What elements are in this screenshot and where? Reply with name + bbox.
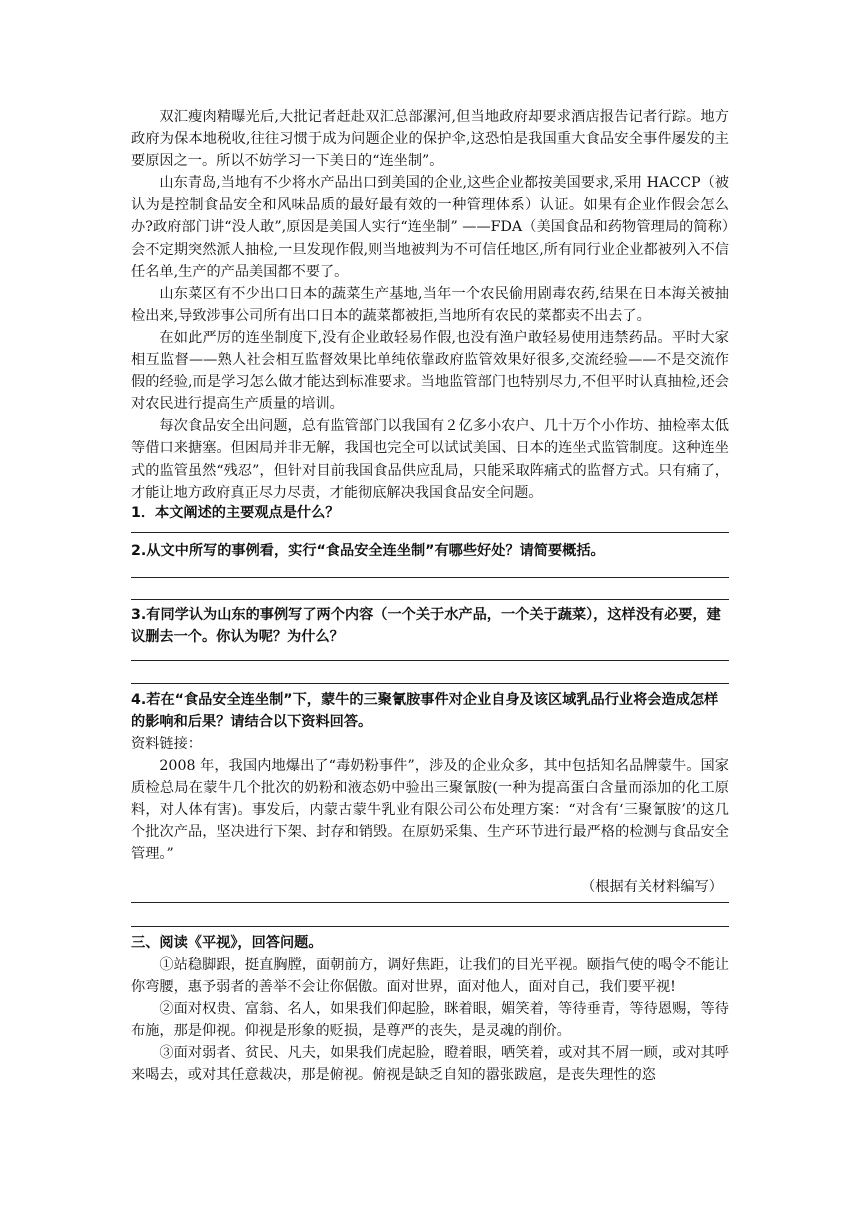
question-4	[131, 689, 729, 898]
passage-paragraph-1: 双汇瘦肉精曝光后,大批记者赶赴双汇总部漯河,但当地政府却要求酒店报告记者行踪。地方政府为保本地税收,往往习惯于成为问题企业的保护伞,这恐怕是我国重大食品安全事件屡发的主要原因之一。所以不妨学习一下美日的“连坐制”。	[131, 109, 729, 170]
section-3	[131, 932, 729, 1087]
question-1	[131, 502, 729, 524]
answer-line	[131, 532, 729, 533]
question-3	[131, 604, 729, 648]
answer-line	[131, 660, 729, 661]
section-3-heading: 三、阅读《平视》，回答问题。	[131, 935, 323, 951]
question-2-text: 2.从文中所写的事例看，实行“食品安全连坐制”有哪些好处？请简要概括。	[131, 543, 605, 559]
passage-paragraph-4: 在如此严厉的连坐制度下,没有企业敢轻易作假,也没有渔户敢轻易使用违禁药品。平时大家相互监督——熟人社会相互监督效果比单纯依靠政府监管效果好很多,交流经验——不是交流作假的经验,而是学习怎么做才能达到标准要求。当地监管部门也特别尽力,不但平时认真抽检,还会对农民进行提高生产质量的培训。	[131, 329, 729, 413]
answer-line	[131, 683, 729, 684]
question-4-text: 4.若在“食品安全连坐制”下，蒙牛的三聚氰胺事件对企业自身及该区域乳品行业将会造成怎样的影响和后果？请结合以下资料回答。	[131, 692, 719, 730]
section-3-paragraph-1: ①站稳脚跟，挺直胸膛，面朝前方，调好焦距，让我们的目光平视。颐指气使的喝令不能让你弯腰，惠予弱者的善举不会让你倨傲。面对世界，面对他人，面对自己，我们要平视!	[131, 957, 729, 996]
passage-paragraph-2: 山东青岛,当地有不少将水产品出口到美国的企业,这些企业都按美国要求,采用 HACCP（被认为是控制食品安全和风味品质的最好最有效的一种管理体系）认证。如果有企业作假会怎么办?政府部门讲“没人敢”,原因是美国人实行“连坐制” ——FDA（美国食品和药物管理局的简称）会不定期突然派人抽检,一旦发现作假,则当地被判为不可信任地区,所有同行业企业都被列入不信任名单,生产的产品美国都不要了。	[131, 175, 729, 280]
answer-line	[131, 902, 729, 903]
passage	[131, 106, 729, 504]
passage-paragraph-3: 山东菜区有不少出口日本的蔬菜生产基地,当年一个农民偷用剧毒农药,结果在日本海关被抽检出来,导致涉事公司所有出口日本的蔬菜都被拒,当地所有农民的菜都卖不出去了。	[131, 285, 729, 324]
section-3-paragraph-2: ②面对权贵、富翁、名人，如果我们仰起脸，眯着眼，媚笑着，等待垂青，等待恩赐，等待布施，那是仰视。仰视是形象的贬损，是尊严的丧失，是灵魂的削价。	[131, 1001, 729, 1040]
answer-line	[131, 926, 729, 927]
section-3-paragraph-3: ③面对弱者、贫民、凡夫，如果我们虎起脸，瞪着眼，哂笑着，或对其不屑一顾，或对其呼来喝去，或对其任意裁决，那是俯视。俯视是缺乏自知的嚣张跋扈，是丧失理性的恣	[131, 1045, 729, 1084]
answer-line	[131, 577, 729, 578]
answer-line	[131, 599, 729, 600]
passage-paragraph-5: 每次食品安全出问题，总有监管部门以我国有２亿多小农户、几十万个小作坊、抽检率太低等借口来搪塞。但困局并非无解，我国也完全可以试试美国、日本的连坐式监管制度。这种连坐式的监管虽然“残忍”，但针对目前我国食品供应乱局，只能采取阵痛式的监督方式。只有痛了，才能让地方政府真正尽力尽责，才能彻底解决我国食品安全问题。	[131, 418, 729, 501]
question-3-text: 3.有同学认为山东的事例写了两个内容（一个关于水产品，一个关于蔬菜），这样没有必要，建议删去一个。你认为呢？为什么？	[131, 607, 721, 645]
question-1-text: 1．本文阐述的主要观点是什么？	[131, 505, 340, 521]
material-text: 2008 年，我国内地爆出了“毒奶粉事件”，涉及的企业众多，其中包括知名品牌蒙牛。国家质检总局在蒙牛几个批次的奶粉和液态奶中验出三聚氰胺(一种为提高蛋白含量而添加的化工原料，对人体有害)。事发后，内蒙古蒙牛乳业有限公司公布处理方案：“对含有‘三聚氰胺’的这几个批次产品，坚决进行下架、封存和销毁。在原奶采集、生产环节进行最严格的检测与食品安全管理。”	[131, 758, 729, 863]
material-source: （根据有关材料编写）	[581, 878, 723, 895]
material-label: 资料链接：	[131, 736, 202, 752]
question-2	[131, 540, 729, 562]
